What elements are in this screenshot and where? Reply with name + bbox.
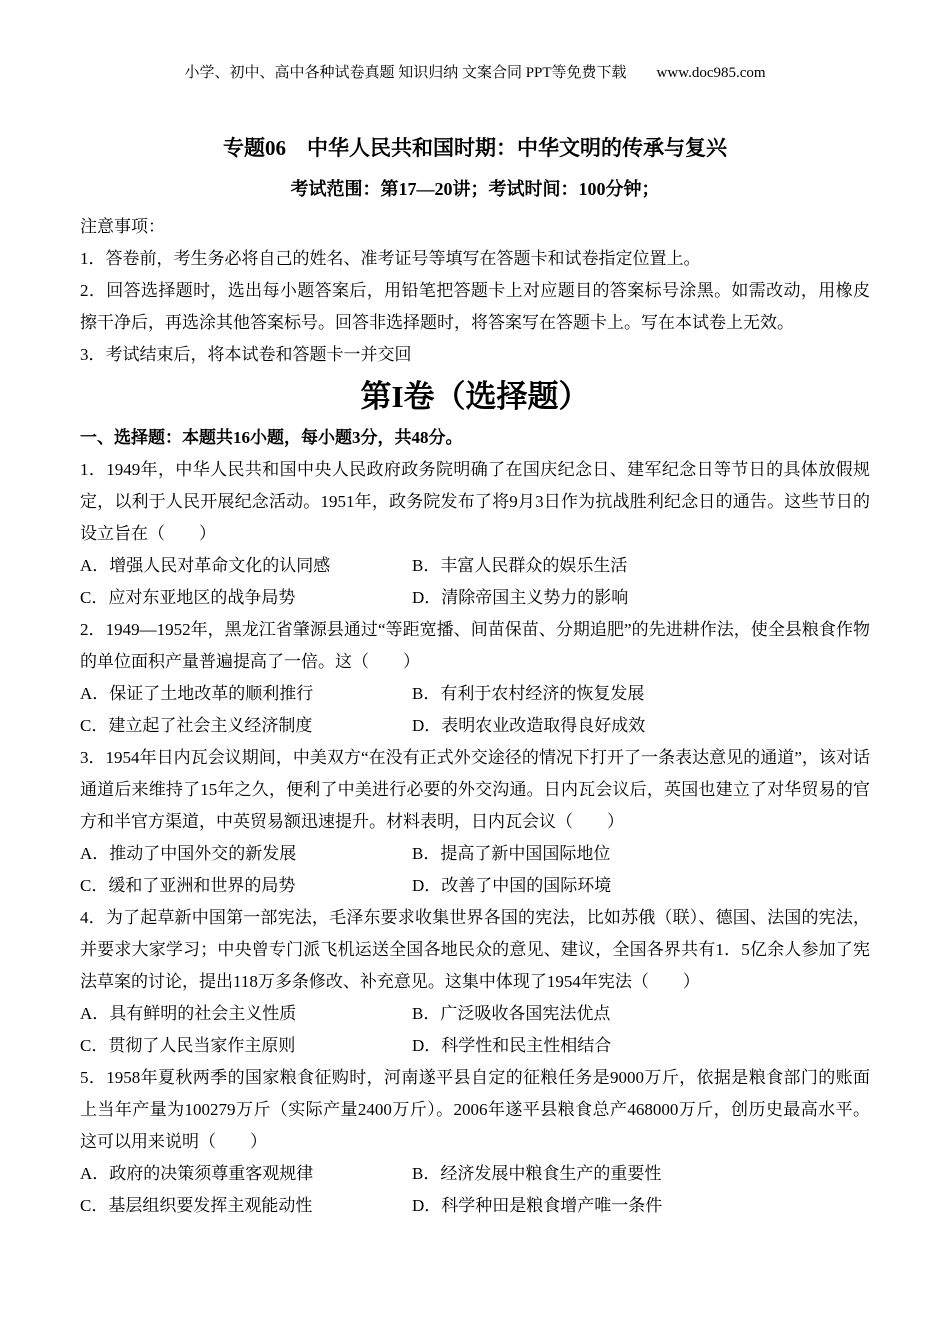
site-notice-text: 小学、初中、高中各种试卷真题 知识归纳 文案合同 PPT等免费下载 <box>184 65 627 81</box>
question-stem: 4．为了起草新中国第一部宪法，毛泽东要求收集世界各国的宪法，比如苏俄（联）、德国、法国的宪法，并要求大家学习；中央曾专门派飞机运送全国各地民众的意见、建议，全国各界共有1．5亿余人参加了宪法草案的讨论，提出118万多条修改、补充意见。这集中体现了1954年宪法（ ） <box>80 908 870 991</box>
question-stem: 5．1958年夏秋两季的国家粮食征购时，河南遂平县自定的征粮任务是9000万斤，依据是粮食部门的账面上当年产量为100279万斤（实际产量2400万斤）。2006年遂平县粮食总产468000万斤，创历史最高水平。这可以用来说明（ ） <box>80 1068 870 1151</box>
section-1-intro: 一、选择题：本题共16小题，每小题3分，共48分。 <box>80 428 463 447</box>
question-4 <box>80 902 870 1062</box>
option-b: B．有利于农村经济的恢复发展 <box>412 684 645 703</box>
option-b: B．经济发展中粮食生产的重要性 <box>412 1164 662 1183</box>
option-d: D．科学种田是粮食增产唯一条件 <box>412 1196 663 1215</box>
option-d: D．清除帝国主义势力的影响 <box>412 588 629 607</box>
question-options <box>80 1158 870 1222</box>
question-stem: 3．1954年日内瓦会议期间，中美双方“在没有正式外交途径的情况下打开了一条表达意见的通道”，该对话通道后来维持了15年之久，便利了中美进行必要的外交沟通。日内瓦会议后，英国也建立了对华贸易的官方和半官方渠道，中英贸易额迅速提升。材料表明，日内瓦会议（ ） <box>80 748 870 831</box>
notice-label: 注意事项： <box>80 217 165 236</box>
question-stem: 2．1949—1952年，黑龙江省肇源县通过“等距宽播、间苗保苗、分期追肥”的先进耕作法，使全县粮食作物的单位面积产量普遍提高了一倍。这（ ） <box>80 620 870 671</box>
site-header <box>0 0 950 82</box>
notice-item: 1．答卷前，考生务必将自己的姓名、准考证号等填写在答题卡和试卷指定位置上。 <box>80 249 701 268</box>
notice-item: 2．回答选择题时，选出每小题答案后，用铅笔把答题卡上对应题目的答案标号涂黑。如需改动，用橡皮擦干净后，再选涂其他答案标号。回答非选择题时，将答案写在答题卡上。写在本试卷上无效。 <box>80 281 870 332</box>
paper-title: 专题06 中华人民共和国时期：中华文明的传承与复兴 <box>223 136 727 160</box>
option-c: C．建立起了社会主义经济制度 <box>80 716 313 735</box>
question-options <box>80 678 870 742</box>
option-c: C．贯彻了人民当家作主原则 <box>80 1036 296 1055</box>
site-url: www.doc985.com <box>656 65 766 81</box>
question-5 <box>80 1062 870 1222</box>
question-1 <box>80 454 870 614</box>
question-3 <box>80 742 870 902</box>
question-options <box>80 998 870 1062</box>
option-c: C．缓和了亚洲和世界的局势 <box>80 876 296 895</box>
option-d: D．科学性和民主性相结合 <box>412 1036 612 1055</box>
option-a: A．增强人民对革命文化的认同感 <box>80 556 331 575</box>
option-a: A．保证了土地改革的顺利推行 <box>80 684 314 703</box>
exam-scope-subtitle: 考试范围：第17—20讲；考试时间：100分钟； <box>290 179 660 199</box>
option-a: A．政府的决策须尊重客观规律 <box>80 1164 314 1183</box>
notice-item: 3．考试结束后，将本试卷和答题卡一并交回 <box>80 345 412 364</box>
option-b: B．提高了新中国国际地位 <box>412 844 611 863</box>
option-c: C．基层组织要发挥主观能动性 <box>80 1196 313 1215</box>
option-c: C．应对东亚地区的战争局势 <box>80 588 296 607</box>
paper-body <box>80 211 870 1222</box>
option-d: D．表明农业改造取得良好成效 <box>412 716 646 735</box>
option-a: A．推动了中国外交的新发展 <box>80 844 297 863</box>
question-stem: 1．1949年，中华人民共和国中央人民政府政务院明确了在国庆纪念日、建军纪念日等节日的具体放假规定，以利于人民开展纪念活动。1951年，政务院发布了将9月3日作为抗战胜利纪念日的通告。这些节日的设立旨在（ ） <box>80 460 870 543</box>
question-options <box>80 550 870 614</box>
section-1-heading: 第I卷（选择题） <box>360 379 590 414</box>
option-b: B．丰富人民群众的娱乐生活 <box>412 556 628 575</box>
option-a: A．具有鲜明的社会主义性质 <box>80 1004 297 1023</box>
question-options <box>80 838 870 902</box>
option-d: D．改善了中国的国际环境 <box>412 876 612 895</box>
question-2 <box>80 614 870 742</box>
option-b: B．广泛吸收各国宪法优点 <box>412 1004 611 1023</box>
